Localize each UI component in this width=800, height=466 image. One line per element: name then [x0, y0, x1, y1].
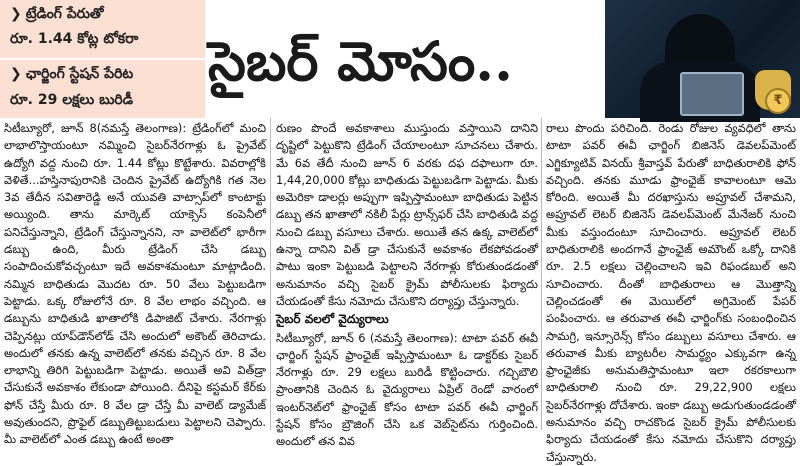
- highlight-box-charging: [0, 60, 205, 118]
- chevron-right-icon: ❯: [10, 6, 22, 22]
- rupee-icon: ₹: [765, 88, 791, 114]
- column-2-text-a: రుణం పొందే అవకాశాలు ముస్తుందు వస్తాయిని దానిని దృష్టిలో పెట్టుకొని ట్రేడింగ్ చేయాలంటూ సూచనలు చేశారు. మే 6వ తేదీ నుంచి జూన్ 6 వరకు దఫ దఫాలుగా రూ. 1,44,20,000 కోట్లు బాధితుడు పెట్టుబడిగా పెట్టాడు. మీకు అమెరికా డాలర్లు అప్పుగా ఇప్పిస్తామంటూ బాధితుడు పెట్టిన డబ్బు తన ఖాతాలో నకిలీ పేర్లు ట్రాన్స్‌ఫర్ చేసి బాధితుడి వద్ద నుంచి డబ్బు వసూలు చేశారు. అయితే తన ఉక్క వాలెట్‌లో ఉన్నా దానిని విత్ డ్రా చేసుకునే అవకాశం లేకపోవడంతో పాటు ఇంకా పెట్టుబడి పెట్టాలని నేరగాళ్లు కోరుతుండడంతో అనుమానం వచ్చి సైబర్ క్రైమ్ పోలీసులకు ఫిర్యాదు చేయడంతో కేసు నమోదు చేసుకొని దర్యాప్తు చేస్తున్నారు.: [276, 121, 538, 308]
- column-divider: [541, 118, 542, 430]
- article-column-1: [4, 120, 266, 447]
- headline: సైబర్ మోసం..: [208, 29, 513, 93]
- column-1-text: సిటీబ్యూరో, జూన్ 8(నమస్తే తెలంగాణ): ట్రేడింగ్‌లో మంచి లాభాలొస్తాయంటూ నమ్మించి సైబర్‌నేరగాళ్లు ఓ ప్రైవేట్ ఉద్యోగి వద్ద నుంచి రూ. 1.44 కోట్లు కొట్టేశారు. వివరాల్లోకి వెళితే...హస్తినాపురానికి చెందిన ప్రైవేట్ ఉద్యోగికి గత నెల 3వ తేదీన సవితారెడ్డి అనే యువతి వాట్సాప్‌లో కాంటాక్టు అయ్యింది. తాను మార్కెట్ యాక్సెస్ కంపెనీలో పనిచేస్తున్నాని, ట్రేడింగ్ చేస్తున్నానని, నా వాలెట్‌లో భారీగా డబ్బు ఉంది, మీరు ట్రేడింగ్ చేసి డబ్బు సంపాదించుకోవచ్చంటూ ఇదే అవకాశమంటూ మాట్లాడింది. నమ్మిన బాధితుడు మొదట రూ. 50 వేలు పెట్టుబడిగా పెట్టాడు. ఒక్క రోజులోనే రూ. 8 వేల లాభం వచ్చింది. ఆ డబ్బును బాధితుడి ఖాతాలోకి డిపాజిట్ చేశారు. నేరగాళ్లు చెప్పినట్లు యాప్‌డౌన్‌లోడ్ చేసి అందులో అకౌంట్ తెరిచాడు. అందులో తనకు ఉన్న వాలెట్‌లో తనకు వచ్చిన రూ. 8 వేల లాభాన్ని తిరిగి పెట్టుబడిగా పెట్టాడు. అయితే అవి విత్‌డ్రా చేసుకునే అవకాశం లేకుండా పోయింది. దీనిపై కస్టమర్ కేర్‌కు ఫోన్ చేస్తే మీరు రూ. 8 వేల డ్రా చేస్తే మీ వాలెట్ డ్యామేజ్ అవుతుందని, ప్రొఫైల్ డబ్బుతిట్టుబడులు పెట్టాలని చెప్పారు. మీ వాలెట్‌లో ఎంత డబ్బు ఉంటే అంతా: [4, 121, 266, 447]
- laptop-icon: [680, 72, 744, 116]
- article-column-2: [276, 120, 538, 449]
- column-divider: [270, 118, 271, 430]
- highlight-1-line-2: రూ. 1.44 కోట్ల టోకరా: [10, 31, 139, 47]
- highlight-box-trading: [0, 0, 205, 58]
- subheading: సైబర్ వలలో వైద్యురాలు: [276, 312, 389, 327]
- hacker-illustration: [605, 0, 800, 118]
- column-2-text-b: సిటీబ్యూరో, జూన్ 6 (నమస్తే తెలంగాణ): టాటా పవర్ ఈవీ ఛార్జింగ్ స్టేషన్ ఫ్రాంఛైజ్ ఇప్పిస్తామంటూ ఓ డాక్టర్‌కు సైబర్ నేరగాళ్లు రూ. 29 లక్షలు బురిడీ కొట్టించారు. గచ్చిబౌలి ప్రాంతానికి చెందిన ఓ వైద్యురాలు ఏప్రిల్ రెండో వారంలో ఇంటర్‌నెట్‌లో ఫ్రాంఛైజ్ కోసం టాటా పవర్ ఈవీ ఛార్జింగ్ స్టేషన్ కోసం బ్రౌజింగ్ చేసి ఒక వెబ్‌సైట్‌ను గుర్తించింది. అందులో తన వివ: [276, 330, 538, 449]
- highlight-2-line-1: ఛార్జింగ్ స్టేషన్‌ పేరిట: [25, 66, 134, 82]
- highlight-2-line-2: రూ. 29 లక్షలు బురిడీ: [10, 92, 134, 108]
- chevron-right-icon: ❯: [10, 66, 22, 82]
- column-3-text: రాలు పొందు పరిచింది. రెండు రోజుల వ్యవధిలో తాను టాటా పవర్ ఈవీ ఛార్జింగ్ బిజినెస్ డెవలప్‌మెంట్ ఎగ్జిక్యూటివ్ వినయ్ శ్రీవాస్తవ్ పేరుతో బాధితురాలికి ఫోన్ వచ్చింది. తనకు మూడు ఫ్రాంఛైజ్ కావాలంటూ ఆమె కోరింది. అయితే మీ దరఖాస్తును అప్రూవల్ చేశామని, అప్రూవల్ లెటర్ బిజినెస్ డెవలప్‌మెంట్ మేనేజర్ నుంచి మీకు వస్తుందంటూ సూచించారు. అప్రూవల్ లెటర్ బాధితురాలికి అందగానే ఫ్రాంఛైజ్ అమౌంట్ ఒక్కో దానికి రూ. 2.5 లక్షలు చెల్లించాలని ఇవి రిఫండబుల్ అని సూచించారు. దీంతో బాధితురాలు ఆ మొత్తాన్ని చెల్లించడంతో ఈ మెయిల్‌లో అగ్రిమెంట్ పేపర్ పంపించారు. ఆ తరువాత ఈవీ ఛార్జింగ్‌కు సంబంధించిన సామగ్రి, ఇన్సూరెన్స్ కోసం డబ్బులు వసూలు చేశారు. ఆ తరువాత మీకు బ్యాటరీల సామర్థ్యం ఎక్కువగా ఉన్న ఫ్రాంఛైజీకు అనుమతిస్తామంటూ ఇలా రకరకాలుగా బాధితురాలి నుంచి రూ. 29,22,900 లక్షలు సైబర్‌నేరగాళ్లు దోచేశారు. ఇంకా డబ్బు అడుగుతుండడంతో అనుమానం వచ్చి రాచకొండ సైబర్ క్రైమ్ పోలీసులకు ఫిర్యాదు చేయడంతో కేసు నమోదు చేసుకొని దర్యాప్తు చేస్తున్నారు.: [546, 121, 796, 464]
- highlight-1-line-1: ట్రేడింగ్ పేరుతో: [25, 6, 104, 22]
- article-column-3: [546, 120, 796, 464]
